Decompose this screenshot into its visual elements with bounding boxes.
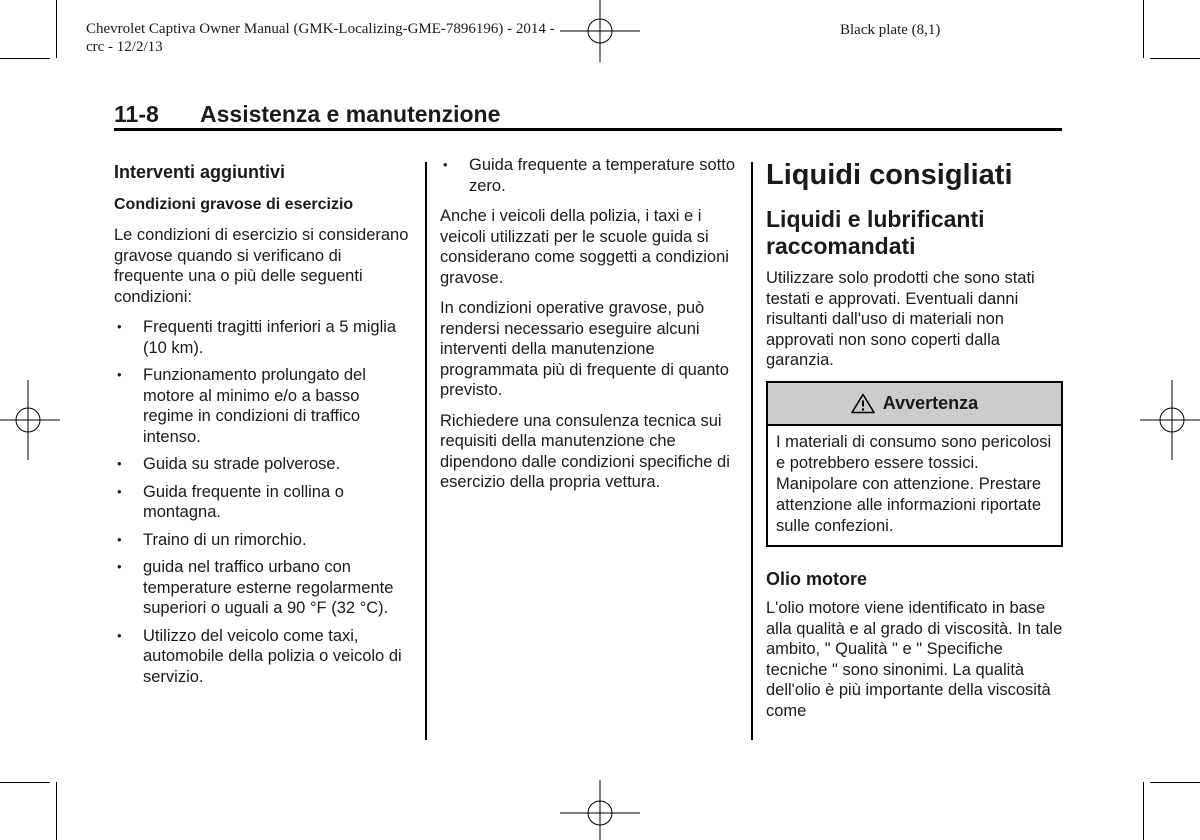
bullet-icon: • (443, 157, 448, 172)
crop-mark (56, 0, 57, 58)
bullet-icon: • (117, 559, 122, 574)
column-divider (751, 162, 753, 740)
column-divider (425, 162, 427, 740)
crop-mark (1143, 782, 1144, 840)
heading-additional-services: Interventi aggiuntivi (114, 162, 286, 182)
paragraph-technical-advice: Richiedere una consulenza tecnica sui requisiti della manutenzione che dipendono dalle condizioni specifiche di esercizio della propria vettura. (440, 411, 730, 491)
warning-triangle-icon (851, 393, 875, 414)
list-item: • Guida frequente in collina o montagna. (117, 482, 344, 521)
heading-recommended-fluids: Liquidi consigliati (766, 159, 1013, 191)
crop-mark (1150, 58, 1200, 59)
registration-crosshair-right (1140, 380, 1200, 460)
bullet-icon: • (117, 627, 122, 643)
registration-crosshair-left (0, 380, 60, 460)
warning-header (768, 383, 1061, 426)
subheading-severe-conditions: Condizioni gravose di esercizio (114, 195, 354, 213)
bullet-icon: • (117, 483, 122, 499)
list-item: • Frequenti tragitti inferiori a 5 miglia (10 km). (117, 318, 397, 357)
paragraph-approved-products: Utilizzare solo prodotti che sono stati testati e approvati. Eventuali danni risultanti dall'uso di materiali non approvati non sono coperti dalla garanzia. (766, 269, 1035, 369)
column-right (766, 158, 1064, 731)
list-item: • Guida frequente a temperature sotto zero. (443, 156, 735, 195)
warning-label: Avvertenza (882, 392, 979, 413)
list-item: • Guida su strade polverose. (117, 455, 341, 473)
paragraph-engine-oil: L'olio motore viene identificato in base alla qualità e al grado di viscosità. In tale ambito, " Qualità " e " Specifiche tecniche " sono sinonimi. La qualità dell'olio è più importante della viscosità come (766, 599, 1063, 720)
column-middle (440, 155, 740, 503)
heading-fluids-lubricants: Liquidi e lubrificanti raccomandati (766, 206, 985, 259)
plate-label: Black plate (8,1) (840, 22, 941, 38)
heading-engine-oil: Olio motore (766, 568, 868, 589)
conditions-list (114, 317, 414, 687)
paragraph-severe-operations: In condizioni operative gravose, può rendersi necessario eseguire alcuni interventi della manutenzione programmata più di frequente di quanto previsto. (440, 299, 729, 399)
registration-crosshair-bottom (560, 780, 640, 840)
crop-mark (0, 58, 50, 59)
section-rule (114, 128, 1062, 131)
column-left (114, 162, 414, 694)
list-item: • Utilizzo del veicolo come taxi, automobile della polizia o veicolo di servizio. (117, 626, 402, 686)
list-item: • Funzionamento prolungato del motore al minimo e/o a basso regime in condizioni di traffico intenso. (117, 366, 366, 446)
document-date-line: crc - 12/2/13 (86, 39, 163, 55)
conditions-list-continued (440, 155, 740, 196)
crop-mark (56, 782, 57, 840)
list-item: • guida nel traffico urbano con temperature esterne regolarmente superiori o uguali a 90 °F (32 °C). (117, 558, 394, 617)
list-item: • Traino di un rimorchio. (117, 530, 307, 549)
bullet-icon: • (117, 456, 122, 471)
document-info (86, 20, 555, 56)
section-title: Assistenza e manutenzione (200, 101, 501, 127)
bullet-icon: • (117, 319, 122, 334)
crop-mark (1143, 0, 1144, 58)
crop-mark (0, 782, 50, 783)
section-header (114, 100, 1062, 130)
registration-crosshair-top (560, 0, 640, 62)
warning-box (766, 381, 1063, 547)
crop-mark (1150, 782, 1200, 783)
section-number: 11-8 (114, 101, 159, 127)
warning-text: I materiali di consumo sono pericolosi e potrebbero essere tossici. Manipolare con attenzione. Prestare attenzione alle informazioni riportate sulle confezioni. (776, 432, 1052, 535)
bullet-icon: • (117, 531, 122, 547)
bullet-icon: • (117, 367, 122, 382)
intro-paragraph: Le condizioni di esercizio si considerano gravose quando si verificano di frequente una o più delle seguenti condizioni: (114, 226, 409, 306)
document-title-line: Chevrolet Captiva Owner Manual (GMK-Localizing-GME-7896196) - 2014 - (86, 21, 555, 37)
paragraph-police-taxi: Anche i veicoli della polizia, i taxi e i veicoli utilizzati per le scuole guida si considerano come soggetti a condizioni gravose. (440, 207, 729, 287)
